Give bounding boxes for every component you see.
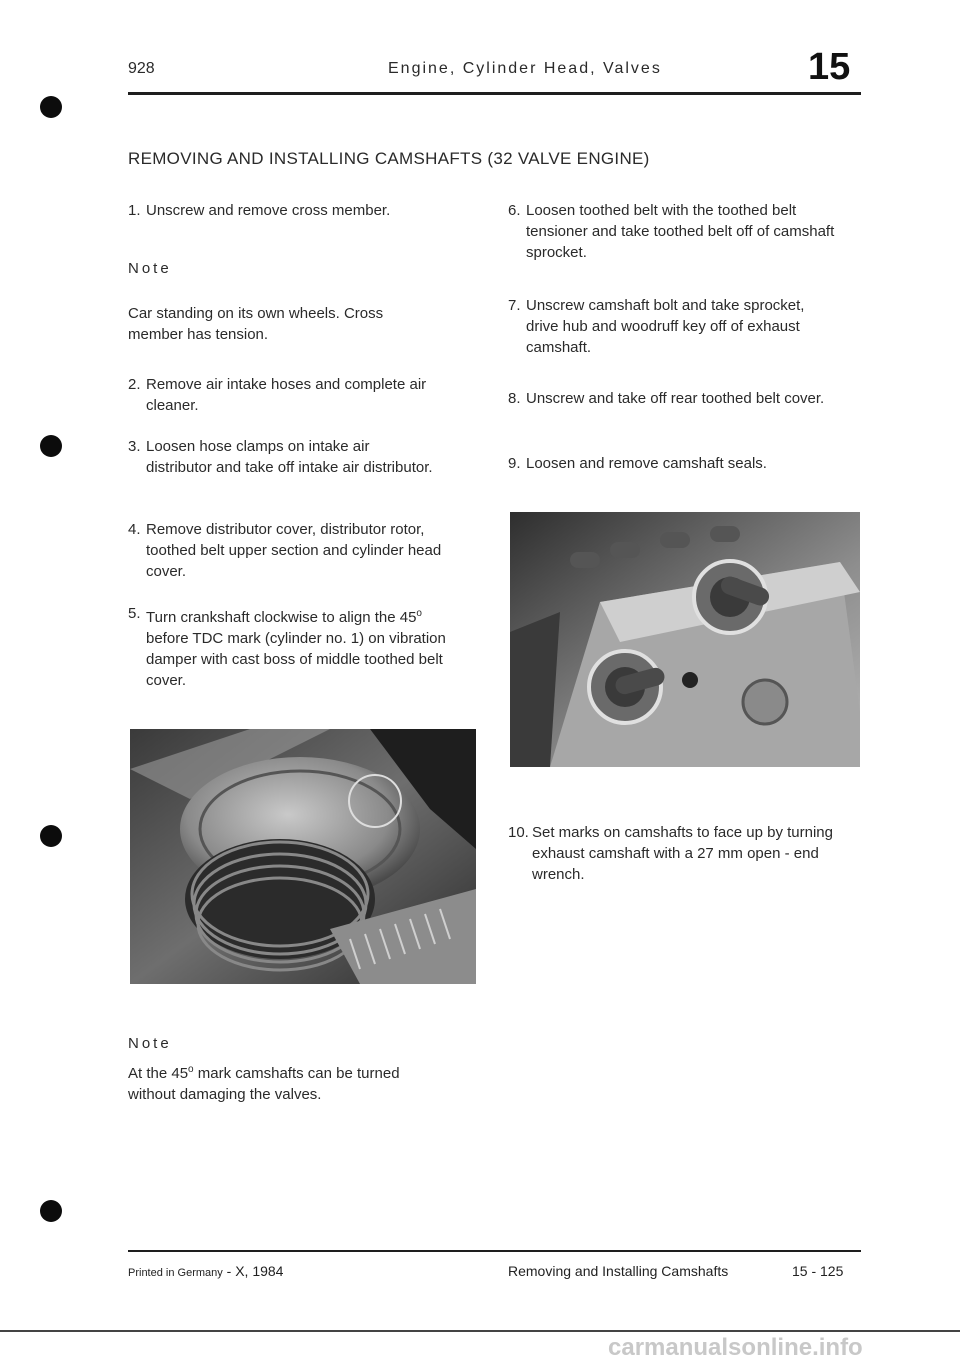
step-text: Turn crankshaft clockwise to align the 45$^o$ before TDC mark (cylinder no. 1) on vibration damper with cast boss of middle toothed belt cover. [146,608,446,689]
binder-hole [40,96,62,118]
chapter-title: Engine, Cylinder Head, Valves [388,60,662,77]
section-title: REMOVING AND INSTALLING CAMSHAFTS (32 VALVE ENGINE) [128,149,650,168]
note-heading: Note [128,1035,172,1052]
step-text: Loosen and remove camshaft seals. [526,455,767,472]
step-6 [508,200,848,263]
binder-hole [40,435,62,457]
note-heading: Note [128,260,172,277]
step-8 [508,388,848,409]
step-5 [128,603,458,691]
note-text: Car standing on its own wheels. Cross member has tension. [128,305,384,343]
binder-hole [40,825,62,847]
step-number: 3. [128,438,141,455]
footer-rule [128,1250,861,1252]
page-number: 15 - 125 [792,1263,844,1279]
step-text: Loosen toothed belt with the toothed belt tensioner and take toothed belt off of camshaft sprocket. [526,202,835,261]
vibration-damper-photo [130,729,476,984]
step-text: Remove air intake hoses and complete air cleaner. [146,376,427,414]
step-text: Remove distributor cover, distributor rotor, toothed belt upper section and cylinder head cover. [146,521,442,580]
step-number: 4. [128,521,141,538]
step-2 [128,374,458,416]
step-number: 1. [128,202,141,219]
note-text: At the 45$^o$ mark camshafts can be turned without damaging the valves. [128,1064,400,1103]
model-number: 928 [128,60,155,77]
step-number: 8. [508,390,521,407]
step-text: Loosen hose clamps on intake air distributor and take off intake air distributor. [146,438,433,476]
step-number: 6. [508,202,521,219]
step-text: Unscrew and remove cross member. [146,202,391,219]
step-number: 7. [508,297,521,314]
watermark: carmanualsonline.info [608,1334,863,1361]
step-1 [128,200,468,221]
footer-section: Removing and Installing Camshafts [508,1263,729,1279]
step-3 [128,436,438,478]
step-number: 10. [508,824,529,841]
group-number: 15 [808,46,851,88]
step-7 [508,295,838,358]
step-10 [508,822,858,885]
step-number: 2. [128,376,141,393]
bottom-rule [0,1330,960,1332]
header-rule [128,92,861,95]
step-number: 5. [128,605,141,622]
step-number: 9. [508,455,521,472]
step-text: Set marks on camshafts to face up by turning exhaust camshaft with a 27 mm open - end wrench. [532,824,833,883]
step-text: Unscrew camshaft bolt and take sprocket, drive hub and woodruff key off of exhaust camshaft. [526,297,805,356]
camshaft-photo [510,512,860,767]
step-9 [508,453,848,474]
printed-note: Printed in Germany - X, 1984 [128,1263,284,1279]
step-4 [128,519,458,582]
step-text: Unscrew and take off rear toothed belt cover. [526,390,825,407]
binder-hole [40,1200,62,1222]
